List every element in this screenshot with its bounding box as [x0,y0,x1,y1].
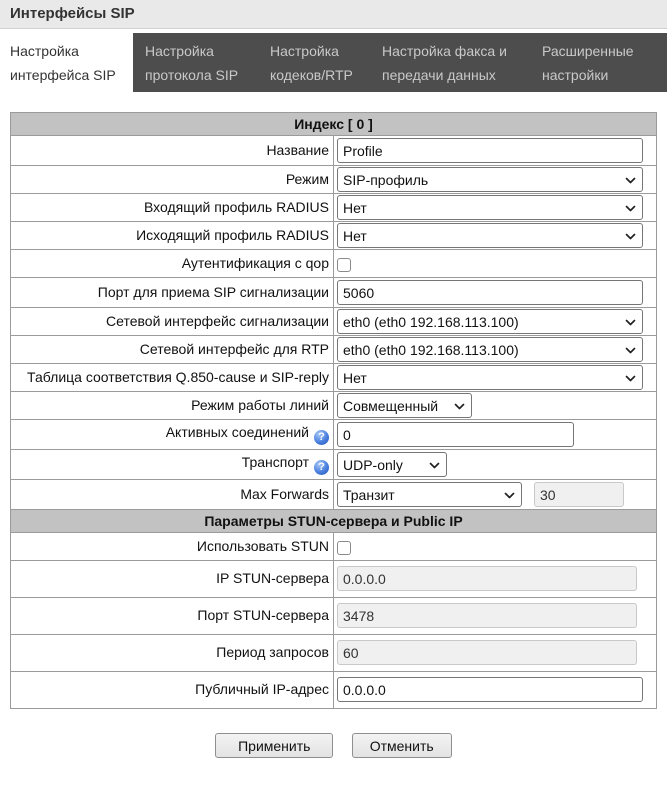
table-row-radius-in [11,194,657,222]
request-period-input [337,640,637,665]
tab-codecs-rtp[interactable]: Настройка кодеков/RTP [258,33,370,92]
public-ip-label: Публичный IP-адрес [11,672,334,709]
signaling-interface-label: Сетевой интерфейс сигнализации [11,308,334,336]
table-row-signaling-interface [11,308,657,336]
table-row-stun-ip [11,561,657,598]
qop-auth-label: Аутентификация с qop [11,250,334,278]
tab-bar [0,33,667,92]
table-row-public-ip [11,672,657,709]
name-label: Название [11,136,334,166]
tab-bar-filler [660,33,667,92]
sip-port-label: Порт для приема SIP сигнализации [11,278,334,308]
public-ip-input[interactable] [337,677,643,702]
use-stun-checkbox[interactable] [337,541,351,555]
tab-fax-data[interactable]: Настройка факса и передачи данных [370,33,530,92]
q850-table-label: Таблица соответствия Q.850-cause и SIP-reply [11,364,334,392]
help-icon[interactable]: ? [314,460,329,475]
name-input[interactable] [337,138,643,163]
sip-profile-form [10,112,657,709]
table-row-rtp-interface [11,336,657,364]
tab-sip-interface[interactable]: Настройка интерфейса SIP [0,33,133,92]
max-forwards-count-input [534,482,624,507]
max-forwards-mode-select[interactable] [337,482,522,507]
stun-ip-label: IP STUN-сервера [11,561,334,598]
active-connections-label: Активных соединений [165,424,309,440]
table-row-name [11,136,657,166]
radius-out-select[interactable] [337,223,643,248]
table-row-mode [11,166,657,194]
table-row-max-forwards [11,480,657,510]
tab-advanced[interactable]: Расширенные настройки [530,33,660,92]
table-row-active-connections [11,420,657,450]
transport-label: Транспорт [241,454,309,470]
table-row-use-stun [11,533,657,561]
mode-select[interactable] [337,167,643,192]
stun-port-input [337,603,637,628]
qop-auth-checkbox[interactable] [337,258,351,272]
index-section-header: Индекс [ 0 ] [11,113,657,136]
page-title: Интерфейсы SIP [0,0,667,29]
sip-port-input[interactable] [337,280,643,305]
help-icon[interactable]: ? [314,430,329,445]
form-actions [10,733,657,758]
table-row-stun-port [11,598,657,635]
mode-label: Режим [11,166,334,194]
rtp-interface-select[interactable] [337,337,643,362]
table-row-transport [11,450,657,480]
line-mode-label: Режим работы линий [11,392,334,420]
signaling-interface-select[interactable] [337,309,643,334]
radius-in-label: Входящий профиль RADIUS [11,194,334,222]
apply-button[interactable]: Применить [215,733,333,758]
use-stun-label: Использовать STUN [11,533,334,561]
active-connections-input[interactable] [337,422,574,447]
table-row-q850-table [11,364,657,392]
table-row-line-mode [11,392,657,420]
stun-ip-input [337,566,637,591]
stun-section-header: Параметры STUN-сервера и Public IP [11,510,657,533]
line-mode-select[interactable] [337,393,472,418]
radius-out-label: Исходящий профиль RADIUS [11,222,334,250]
table-row-request-period [11,635,657,672]
max-forwards-label: Max Forwards [11,480,334,510]
table-row-radius-out [11,222,657,250]
tab-sip-protocol[interactable]: Настройка протокола SIP [133,33,258,92]
radius-in-select[interactable] [337,195,643,220]
q850-table-select[interactable] [337,365,643,390]
section-header-row [11,113,657,136]
transport-select[interactable] [337,452,447,477]
stun-port-label: Порт STUN-сервера [11,598,334,635]
rtp-interface-label: Сетевой интерфейс для RTP [11,336,334,364]
request-period-label: Период запросов [11,635,334,672]
table-row-qop [11,250,657,278]
table-row-sip-port [11,278,657,308]
cancel-button[interactable]: Отменить [352,733,452,758]
section-header-row [11,510,657,533]
